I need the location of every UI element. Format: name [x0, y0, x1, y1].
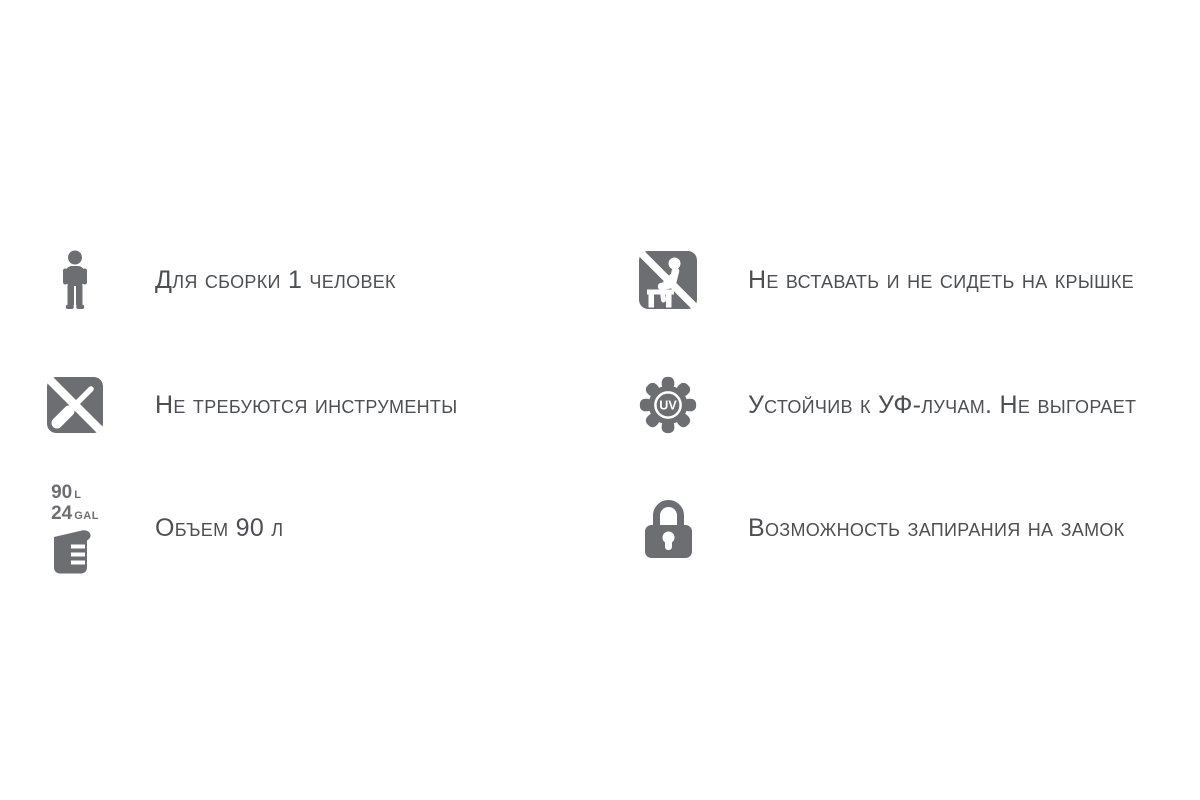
volume-gallons-unit: GAL	[74, 509, 99, 522]
feature-volume	[43, 480, 283, 576]
volume-liters-unit: L	[74, 488, 82, 501]
volume-liters-value: 90	[51, 481, 73, 503]
measuring-jug-icon	[51, 528, 95, 574]
volume-icon	[51, 483, 99, 574]
feature-label: Не требуются инструменты	[155, 391, 458, 419]
feature-label: Объем 90 л	[155, 514, 284, 542]
feature-label: Устойчив к УФ-лучам. Не выгорает	[748, 391, 1137, 419]
feature-lockable	[636, 480, 1124, 576]
feature-label: Возможность запирания на замок	[748, 514, 1125, 542]
no-sitting-icon	[639, 251, 697, 309]
person-icon	[58, 250, 92, 310]
feature-uv-resistant	[636, 357, 1136, 453]
feature-assembly	[43, 232, 396, 328]
lock-icon	[642, 496, 695, 560]
feature-label: Для сборки 1 человек	[155, 266, 396, 294]
feature-label: Не вставать и не сидеть на крышке	[748, 266, 1134, 294]
uv-resistant-icon	[636, 372, 700, 438]
feature-no-sitting	[636, 232, 1134, 328]
no-tools-icon	[47, 377, 103, 433]
feature-no-tools	[43, 357, 457, 453]
uv-badge-text: UV	[659, 398, 677, 413]
volume-gallons-value: 24	[51, 502, 73, 524]
